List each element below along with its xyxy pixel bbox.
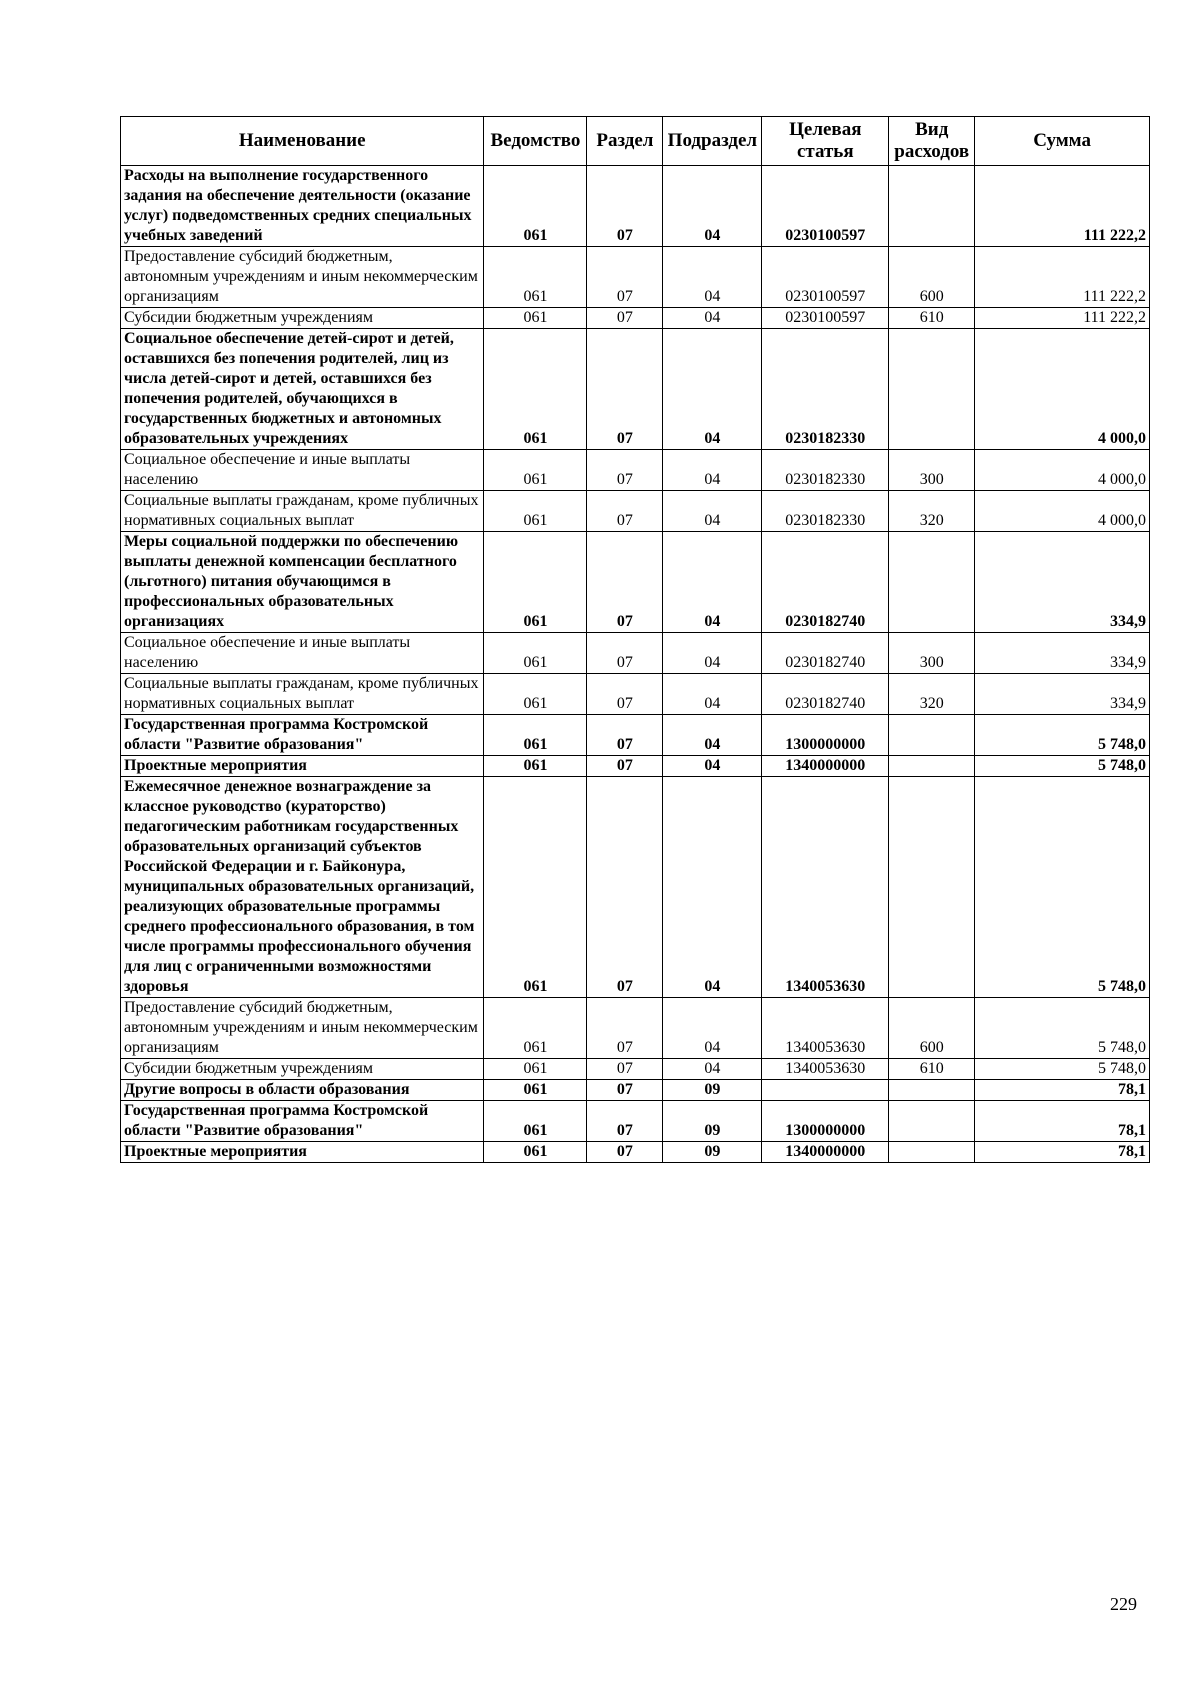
cell-razdel: 07	[587, 1080, 663, 1101]
cell-summa: 5 748,0	[975, 998, 1150, 1059]
cell-razdel: 07	[587, 998, 663, 1059]
cell-vid-raskhodov	[889, 1080, 975, 1101]
table-row	[121, 1142, 1150, 1163]
cell-vedomstvo: 061	[484, 777, 587, 998]
table-row	[121, 1059, 1150, 1080]
cell-summa: 4 000,0	[975, 450, 1150, 491]
cell-razdel: 07	[587, 777, 663, 998]
cell-vid-raskhodov: 320	[889, 491, 975, 532]
header-tselevaya-line2: статья	[796, 141, 854, 162]
header-tselevaya-line1: Целевая	[789, 119, 862, 140]
cell-vedomstvo: 061	[484, 715, 587, 756]
cell-tselevaya-statya: 1340000000	[762, 756, 889, 777]
cell-summa: 5 748,0	[975, 777, 1150, 998]
cell-razdel: 07	[587, 247, 663, 308]
table-row	[121, 674, 1150, 715]
cell-podrazdel: 09	[663, 1101, 762, 1142]
table-row	[121, 329, 1150, 450]
cell-vedomstvo: 061	[484, 450, 587, 491]
cell-tselevaya-statya: 0230182740	[762, 674, 889, 715]
cell-razdel: 07	[587, 1059, 663, 1080]
cell-vid-raskhodov	[889, 166, 975, 247]
cell-name: Проектные мероприятия	[121, 1142, 484, 1163]
cell-vedomstvo: 061	[484, 532, 587, 633]
table-row	[121, 1101, 1150, 1142]
table-row	[121, 308, 1150, 329]
table-body	[121, 166, 1150, 1163]
cell-vid-raskhodov	[889, 1101, 975, 1142]
header-podrazdel: Подраздел	[663, 117, 762, 166]
cell-vedomstvo: 061	[484, 756, 587, 777]
cell-tselevaya-statya: 0230182330	[762, 450, 889, 491]
cell-vedomstvo: 061	[484, 1142, 587, 1163]
cell-vid-raskhodov	[889, 329, 975, 450]
cell-tselevaya-statya: 1340053630	[762, 1059, 889, 1080]
cell-name: Расходы на выполнение государственного задания на обеспечение деятельности (оказание услуг) подведомственных средних специальных учебных заведений	[121, 166, 484, 247]
cell-podrazdel: 04	[663, 674, 762, 715]
cell-name: Другие вопросы в области образования	[121, 1080, 484, 1101]
header-vid-line1: Вид	[915, 119, 949, 140]
table-header-row	[121, 117, 1150, 166]
cell-tselevaya-statya: 0230100597	[762, 166, 889, 247]
cell-podrazdel: 04	[663, 532, 762, 633]
cell-podrazdel: 04	[663, 1059, 762, 1080]
table-row	[121, 532, 1150, 633]
cell-vedomstvo: 061	[484, 247, 587, 308]
cell-vedomstvo: 061	[484, 1059, 587, 1080]
cell-tselevaya-statya: 1340000000	[762, 1142, 889, 1163]
cell-podrazdel: 04	[663, 491, 762, 532]
cell-summa: 334,9	[975, 674, 1150, 715]
header-name: Наименование	[121, 117, 484, 166]
header-tselevaya-statya	[762, 117, 889, 166]
cell-razdel: 07	[587, 1142, 663, 1163]
cell-summa: 5 748,0	[975, 1059, 1150, 1080]
cell-razdel: 07	[587, 308, 663, 329]
cell-podrazdel: 04	[663, 308, 762, 329]
table-row	[121, 777, 1150, 998]
cell-summa: 78,1	[975, 1142, 1150, 1163]
cell-tselevaya-statya: 0230100597	[762, 308, 889, 329]
table-row	[121, 998, 1150, 1059]
cell-name: Проектные мероприятия	[121, 756, 484, 777]
cell-podrazdel: 04	[663, 715, 762, 756]
cell-summa: 78,1	[975, 1080, 1150, 1101]
cell-vedomstvo: 061	[484, 491, 587, 532]
page-number: 229	[1110, 1594, 1137, 1614]
cell-razdel: 07	[587, 491, 663, 532]
cell-razdel: 07	[587, 756, 663, 777]
header-summa: Сумма	[975, 117, 1150, 166]
table-row	[121, 450, 1150, 491]
cell-name: Субсидии бюджетным учреждениям	[121, 308, 484, 329]
cell-razdel: 07	[587, 450, 663, 491]
table-row	[121, 715, 1150, 756]
cell-name: Социальные выплаты гражданам, кроме публичных нормативных социальных выплат	[121, 674, 484, 715]
cell-vid-raskhodov: 600	[889, 247, 975, 308]
cell-razdel: 07	[587, 166, 663, 247]
cell-name: Социальные выплаты гражданам, кроме публичных нормативных социальных выплат	[121, 491, 484, 532]
cell-razdel: 07	[587, 715, 663, 756]
cell-tselevaya-statya: 1340053630	[762, 777, 889, 998]
cell-summa: 111 222,2	[975, 247, 1150, 308]
cell-vid-raskhodov	[889, 532, 975, 633]
cell-vedomstvo: 061	[484, 674, 587, 715]
cell-summa: 334,9	[975, 532, 1150, 633]
cell-name: Субсидии бюджетным учреждениям	[121, 1059, 484, 1080]
table-row	[121, 1080, 1150, 1101]
cell-tselevaya-statya: 0230182740	[762, 633, 889, 674]
table-row	[121, 491, 1150, 532]
header-vedomstvo: Ведомство	[484, 117, 587, 166]
header-vid-line2: расходов	[894, 141, 970, 162]
cell-podrazdel: 04	[663, 247, 762, 308]
cell-name: Государственная программа Костромской области "Развитие образования"	[121, 1101, 484, 1142]
cell-vid-raskhodov: 610	[889, 308, 975, 329]
cell-name: Предоставление субсидий бюджетным, автономным учреждениям и иным некоммерческим организациям	[121, 247, 484, 308]
cell-vid-raskhodov: 300	[889, 450, 975, 491]
cell-vid-raskhodov: 320	[889, 674, 975, 715]
table-row	[121, 166, 1150, 247]
cell-vedomstvo: 061	[484, 633, 587, 674]
cell-summa: 78,1	[975, 1101, 1150, 1142]
cell-name: Социальное обеспечение и иные выплаты населению	[121, 633, 484, 674]
cell-summa: 111 222,2	[975, 308, 1150, 329]
cell-vedomstvo: 061	[484, 308, 587, 329]
cell-name: Государственная программа Костромской области "Развитие образования"	[121, 715, 484, 756]
cell-tselevaya-statya: 1300000000	[762, 715, 889, 756]
cell-podrazdel: 04	[663, 756, 762, 777]
cell-summa: 334,9	[975, 633, 1150, 674]
cell-vid-raskhodov	[889, 1142, 975, 1163]
cell-podrazdel: 04	[663, 998, 762, 1059]
cell-vedomstvo: 061	[484, 1101, 587, 1142]
cell-tselevaya-statya: 1340053630	[762, 998, 889, 1059]
cell-vid-raskhodov	[889, 715, 975, 756]
table-row	[121, 633, 1150, 674]
cell-razdel: 07	[587, 532, 663, 633]
table-row	[121, 247, 1150, 308]
cell-razdel: 07	[587, 329, 663, 450]
cell-podrazdel: 04	[663, 633, 762, 674]
cell-tselevaya-statya: 0230182740	[762, 532, 889, 633]
cell-summa: 5 748,0	[975, 756, 1150, 777]
cell-podrazdel: 04	[663, 166, 762, 247]
cell-name: Ежемесячное денежное вознаграждение за классное руководство (кураторство) педагогическим работникам государственных образовательных организаций субъектов Российской Федерации и г. Байконура, муниципальных образовательных организаций, реализующих образовательные программы среднего профессионального образования, в том числе программы профессионального обучения для лиц с ограниченными возможностями здоровья	[121, 777, 484, 998]
table-row	[121, 756, 1150, 777]
cell-tselevaya-statya	[762, 1080, 889, 1101]
cell-summa: 5 748,0	[975, 715, 1150, 756]
cell-tselevaya-statya: 0230182330	[762, 491, 889, 532]
cell-razdel: 07	[587, 633, 663, 674]
header-vid-raskhodov	[889, 117, 975, 166]
cell-podrazdel: 09	[663, 1142, 762, 1163]
cell-vedomstvo: 061	[484, 166, 587, 247]
cell-vid-raskhodov	[889, 756, 975, 777]
cell-tselevaya-statya: 1300000000	[762, 1101, 889, 1142]
cell-name: Социальное обеспечение детей-сирот и детей, оставшихся без попечения родителей, лиц из числа детей-сирот и детей, оставшихся без попечения родителей, обучающихся в государственных бюджетных и автономных образовательных учреждениях	[121, 329, 484, 450]
cell-podrazdel: 09	[663, 1080, 762, 1101]
cell-podrazdel: 04	[663, 329, 762, 450]
cell-summa: 4 000,0	[975, 329, 1150, 450]
cell-summa: 111 222,2	[975, 166, 1150, 247]
cell-razdel: 07	[587, 1101, 663, 1142]
cell-podrazdel: 04	[663, 777, 762, 998]
cell-vid-raskhodov	[889, 777, 975, 998]
cell-vid-raskhodov: 610	[889, 1059, 975, 1080]
cell-vedomstvo: 061	[484, 1080, 587, 1101]
cell-vedomstvo: 061	[484, 998, 587, 1059]
cell-name: Меры социальной поддержки по обеспечению выплаты денежной компенсации бесплатного (льготного) питания обучающимся в профессиональных образовательных организациях	[121, 532, 484, 633]
budget-table	[120, 116, 1150, 1163]
cell-summa: 4 000,0	[975, 491, 1150, 532]
cell-name: Предоставление субсидий бюджетным, автономным учреждениям и иным некоммерческим организациям	[121, 998, 484, 1059]
cell-razdel: 07	[587, 674, 663, 715]
cell-podrazdel: 04	[663, 450, 762, 491]
cell-vedomstvo: 061	[484, 329, 587, 450]
cell-tselevaya-statya: 0230182330	[762, 329, 889, 450]
cell-name: Социальное обеспечение и иные выплаты населению	[121, 450, 484, 491]
cell-tselevaya-statya: 0230100597	[762, 247, 889, 308]
cell-vid-raskhodov: 300	[889, 633, 975, 674]
cell-vid-raskhodov: 600	[889, 998, 975, 1059]
header-razdel: Раздел	[587, 117, 663, 166]
